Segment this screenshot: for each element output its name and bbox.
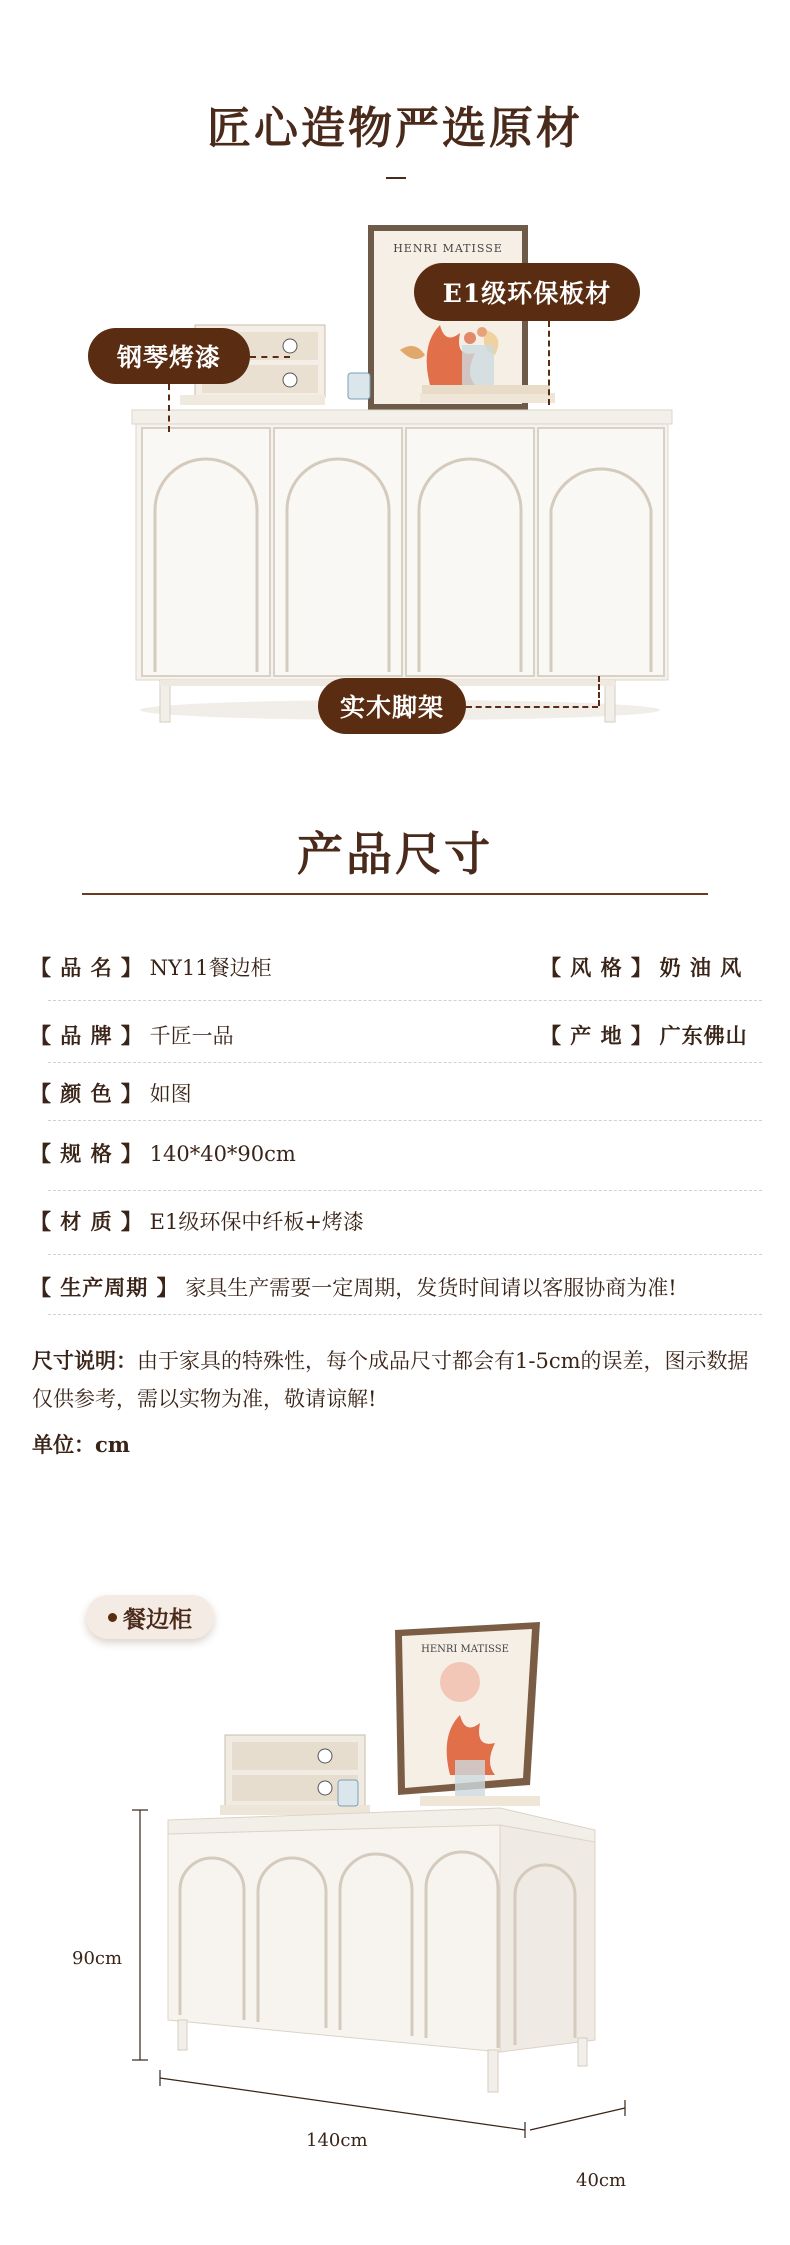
dim-height: 90cm — [72, 1948, 123, 1969]
row-divider — [48, 1000, 762, 1001]
dim-width: 140cm — [306, 2130, 368, 2151]
row-divider — [48, 1190, 762, 1191]
spec-row-size — [30, 1138, 760, 1168]
spec-key: 【 颜 色 】 — [30, 1081, 143, 1106]
callout-line — [548, 321, 550, 405]
section-title-size: 产品尺寸 — [297, 827, 493, 881]
spec-key: 【 品 名 】 — [30, 955, 143, 980]
row-divider — [48, 1254, 762, 1255]
spec-key: 【 生产周期 】 — [30, 1275, 179, 1300]
callout-piano-paint: 钢琴烤漆 — [88, 328, 250, 384]
cabinet-body — [132, 410, 672, 722]
callout-line — [250, 356, 290, 358]
spec-value: 家具生产需要一定周期，发货时间请以客服协商为准! — [185, 1276, 677, 1300]
vase — [462, 345, 494, 385]
spec-value: 140*40*90cm — [149, 1142, 296, 1166]
size-note — [32, 1342, 762, 1418]
spec-key: 【 规 格 】 — [30, 1141, 143, 1166]
spec-row-color — [30, 1078, 760, 1108]
section-title-materials: 匠心造物严选原材 — [207, 103, 583, 154]
callout-line — [466, 706, 598, 708]
spec-row-lead-time — [30, 1272, 760, 1302]
callout-wood-legs: 实木脚架 — [318, 678, 466, 734]
spec-value: 千匠一品 — [149, 1024, 234, 1048]
product-tag-label: 餐边柜 — [123, 1605, 192, 1633]
spec-row-style — [540, 952, 770, 982]
spec-key: 【 品 牌 】 — [30, 1023, 143, 1048]
callout-line — [168, 384, 170, 432]
size-note-label: 尺寸说明： — [32, 1348, 137, 1373]
spec-key: 【 风 格 】 — [540, 955, 653, 980]
spec-key: 【 产 地 】 — [540, 1023, 653, 1048]
cup — [338, 1780, 358, 1806]
cup — [348, 373, 370, 399]
callout-e1-board: E1级环保板材 — [414, 263, 640, 321]
vase — [455, 1760, 485, 1796]
callout-line — [598, 676, 600, 706]
row-divider — [48, 1062, 762, 1063]
spec-value: 如图 — [149, 1082, 192, 1106]
spec-row-origin — [540, 1020, 770, 1050]
spec-row-material — [30, 1206, 760, 1236]
spec-value: 奶 油 风 — [659, 955, 743, 980]
title-dash — [386, 177, 406, 179]
art-print-label: HENRI MATISSE — [393, 242, 503, 255]
row-divider — [48, 1314, 762, 1315]
unit-label: 单位：cm — [32, 1432, 131, 1457]
spec-value: NY11餐边柜 — [149, 956, 272, 980]
size-note-text: 由于家具的特殊性，每个成品尺寸都会有1-5cm的误差，图示数据仅供参考，需以实物为准，敬请谅解! — [32, 1349, 749, 1411]
cabinet-body — [168, 1808, 595, 2092]
row-divider — [48, 1120, 762, 1121]
title-underline — [82, 893, 708, 895]
spec-value: 广东佛山 — [659, 1023, 748, 1048]
sideboard-angle-image — [60, 1620, 660, 2180]
spec-value: E1级环保中纤板+烤漆 — [149, 1210, 364, 1234]
dim-depth: 40cm — [576, 2170, 627, 2191]
spec-key: 【 材 质 】 — [30, 1209, 143, 1234]
art-print-label: HENRI MATISSE — [421, 1644, 509, 1655]
